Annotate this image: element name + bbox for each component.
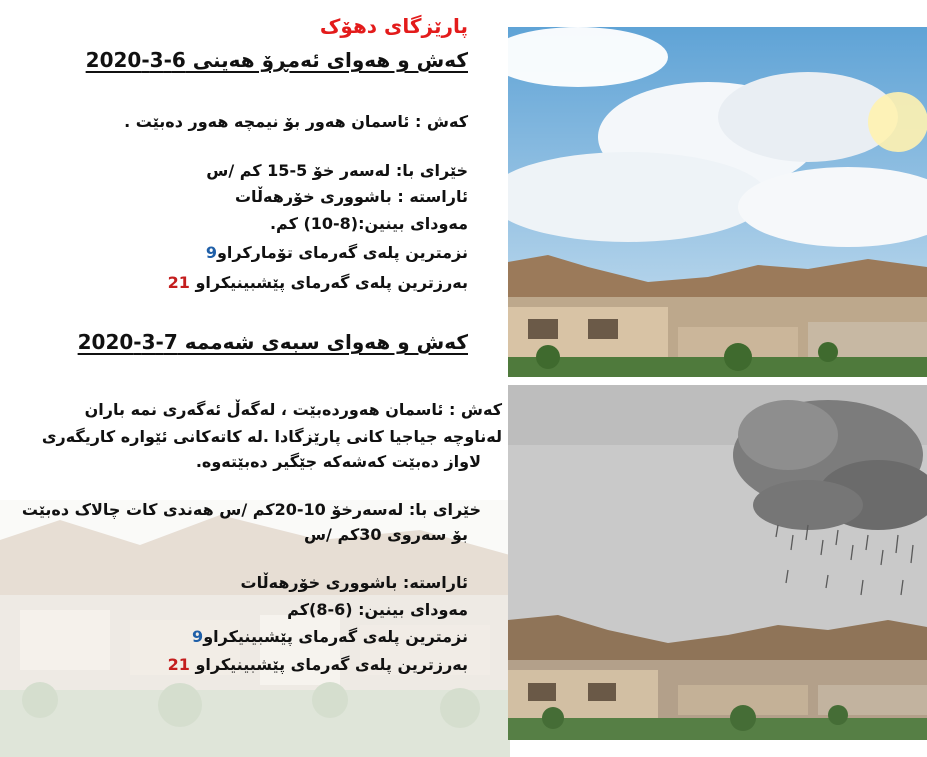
day2-heading: کەش و هەوای سبەی شەممە 7-3-2020 bbox=[77, 330, 468, 354]
day2-sky-line2: لەناوچە جیاجیا کانی پارێزگادا .لە کاتەکانی ئێوارە کاریگەری bbox=[41, 427, 502, 446]
day1-max-temp bbox=[168, 273, 468, 292]
day1-min-value: 9 bbox=[205, 243, 217, 262]
day1-min-label: نزمترین پلەی گەرمای تۆمارکراو bbox=[216, 243, 468, 262]
city-title: پارێزگای دهۆک bbox=[319, 14, 468, 38]
rainy-city-photo bbox=[508, 385, 927, 740]
day1-max-label: بەرزترین پلەی گەرمای پێشبینیکراو bbox=[195, 273, 468, 292]
day2-max-temp bbox=[168, 655, 468, 674]
day2-sky-line1: کەش : ئاسمان هەوردەبێت ، لەگەڵ ئەگەری نمە باران bbox=[84, 400, 502, 419]
day2-sky-line3: لاواز دەبێت کەشەکە جێگیر دەبێتەوە. bbox=[195, 452, 481, 471]
day2-wind-line1: خێرای با: لەسەرخۆ 10-20کم /س هەندی کات چالاک دەبێت bbox=[21, 500, 481, 519]
day1-wind-direction: ئاراستە : باشووری خۆرهەڵات bbox=[234, 187, 468, 206]
day1-max-value: 21 bbox=[167, 273, 190, 292]
day2-min-label: نزمترین پلەی گەرمای پێشبینیکراو bbox=[203, 627, 468, 646]
day1-wind-speed: خێرای با: لەسەر خۆ 5-15 کم /س bbox=[206, 161, 468, 180]
day1-min-temp bbox=[206, 243, 468, 262]
day2-max-value: 21 bbox=[167, 655, 190, 674]
day1-sky: کەش : ئاسمان هەور بۆ نیمچە هەور دەبێت . bbox=[124, 112, 468, 131]
partly-cloudy-city-photo bbox=[508, 27, 927, 377]
day2-wind-direction: ئاراستە: باشووری خۆرهەڵات bbox=[240, 573, 468, 592]
day2-min-value: 9 bbox=[192, 627, 204, 646]
day2-wind-line2: بۆ سەروی 30کم /س bbox=[303, 525, 468, 544]
day2-visibility: مەودای بینین: (6-8)کم bbox=[287, 600, 468, 619]
day1-heading: کەش و هەوای ئەمڕۆ هەینی 6-3-2020 bbox=[85, 48, 468, 72]
day2-max-label: بەرزترین پلەی گەرمای پێشبینیکراو bbox=[195, 655, 468, 674]
day1-visibility: مەودای بینین:(8-10) کم. bbox=[269, 214, 468, 233]
day2-min-temp bbox=[192, 627, 468, 646]
